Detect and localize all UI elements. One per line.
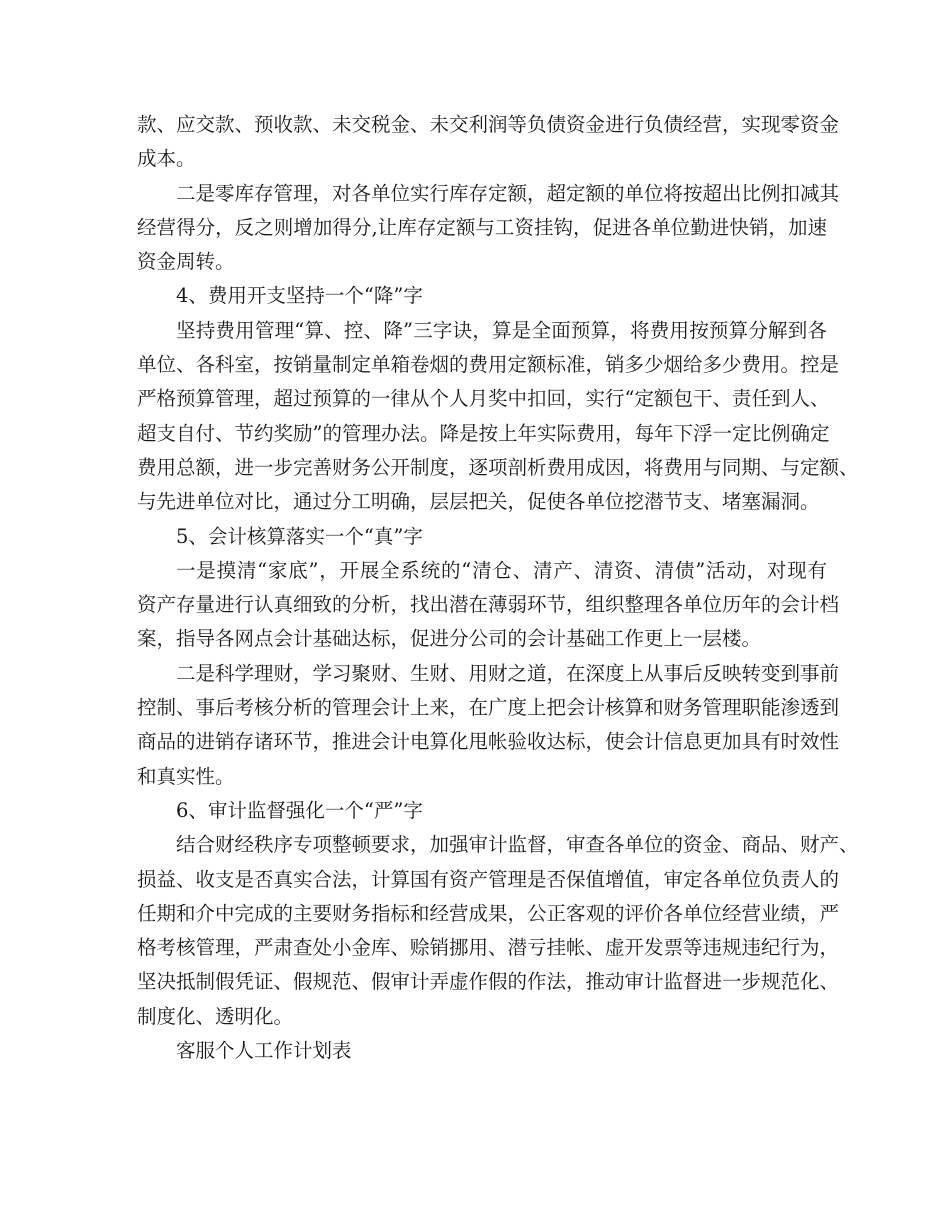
section-heading: 5、会计核算落实一个“真”字 bbox=[176, 524, 423, 548]
text-line: 任期和介中完成的主要财务指标和经营成果，公正客观的评价各单位经营业绩，严 bbox=[137, 901, 840, 925]
text-line: 和真实性。 bbox=[137, 764, 235, 788]
text-line: 与先进单位对比，通过分工明确，层层把关，促使各单位挖潜节支、堵塞漏洞。 bbox=[137, 490, 820, 514]
text-line: 一是摸清“家底”，开展全系统的“清仓、清产、清资、清债”活动，对现有 bbox=[176, 558, 827, 582]
text-line: 严格预算管理，超过预算的一律从个人月奖中扣回，实行“定额包干、责任到人、 bbox=[137, 387, 830, 411]
text-line: 二是零库存管理，对各单位实行库存定额，超定额的单位将按超出比例扣减其 bbox=[176, 181, 840, 205]
text-line: 单位、各科室，按销量制定单箱卷烟的费用定额标准，销多少烟给多少费用。控是 bbox=[137, 353, 840, 377]
section-heading: 4、费用开支坚持一个“降”字 bbox=[176, 284, 423, 308]
text-line: 费用总额，进一步完善财务公开制度，逐项剖析费用成因，将费用与同期、与定额、 bbox=[137, 455, 859, 479]
text-line: 坚持费用管理“算、控、降”三字诀，算是全面预算，将费用按预算分解到各 bbox=[176, 318, 827, 342]
text-line: 控制、事后考核分析的管理会计上来，在广度上把会计核算和财务管理职能渗透到 bbox=[137, 696, 840, 720]
text-line: 商品的进销存诸环节，推进会计电算化甩帐验收达标，使会计信息更加具有时效性 bbox=[137, 730, 840, 754]
text-line: 二是科学理财，学习聚财、生财、用财之道，在深度上从事后反映转变到事前 bbox=[176, 661, 840, 685]
text-line: 资金周转。 bbox=[137, 250, 235, 274]
text-line: 格考核管理，严肃查处小金库、赊销挪用、潜亏挂帐、虚开发票等违规违纪行为， bbox=[137, 936, 840, 960]
document-body bbox=[137, 108, 859, 1068]
text-line: 案，指导各网点会计基础达标，促进分公司的会计基础工作更上一层楼。 bbox=[137, 627, 762, 651]
document-title: 客服个人工作计划表 bbox=[176, 1039, 352, 1063]
section-heading: 6、审计监督强化一个“严”字 bbox=[176, 798, 423, 822]
text-line: 经营得分，反之则增加得分,让库存定额与工资挂钩，促进各单位勤进快销，加速 bbox=[137, 215, 827, 239]
text-line: 制度化、透明化。 bbox=[137, 1004, 294, 1028]
text-line: 坚决抵制假凭证、假规范、假审计弄虚作假的作法，推动审计监督进一步规范化、 bbox=[137, 970, 840, 994]
text-line: 超支自付、节约奖励”的管理办法。降是按上年实际费用，每年下浮一定比例确定 bbox=[137, 421, 830, 445]
text-line: 款、应交款、预收款、未交税金、未交利润等负债资金进行负债经营，实现零资金 bbox=[137, 113, 840, 136]
text-line: 损益、收支是否真实合法，计算国有资产管理是否保值增值，审定各单位负责人的 bbox=[137, 867, 840, 891]
text-line: 资产存量进行认真细致的分析，找出潜在薄弱环节，组织整理各单位历年的会计档 bbox=[137, 593, 840, 617]
text-line: 结合财经秩序专项整顿要求，加强审计监督，审查各单位的资金、商品、财产、 bbox=[176, 833, 859, 857]
text-line: 成本。 bbox=[137, 147, 196, 171]
